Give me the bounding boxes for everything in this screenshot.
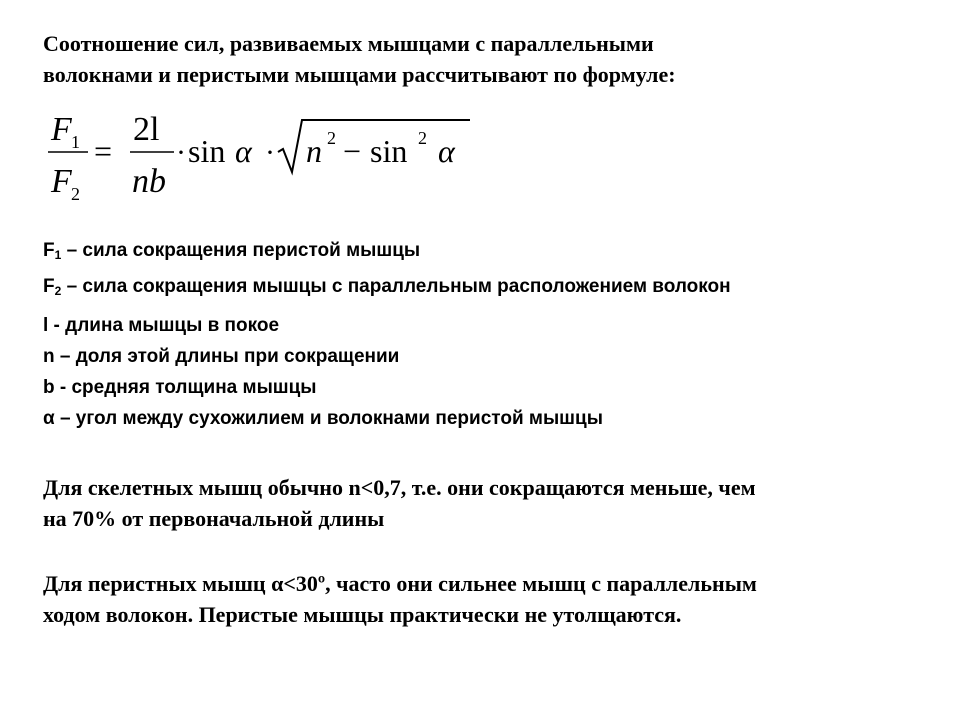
definition-f1 — [43, 240, 420, 262]
definition-text: - средняя толщина мышцы — [54, 377, 317, 398]
definition-symbol: n — [43, 346, 55, 367]
paragraph-skeletal-muscles — [43, 472, 923, 534]
definition-symbol: F — [43, 240, 55, 261]
definition-l — [43, 315, 279, 337]
formula-n-exponent: 2 — [327, 128, 336, 148]
definition-symbol: b — [43, 377, 55, 398]
formula-sin-exponent: 2 — [418, 128, 427, 148]
formula-minus: − — [343, 133, 362, 169]
paragraph-pennate-muscles — [43, 568, 923, 630]
paragraph-1-line-1: Для скелетных мышц обычно n<0,7, т.е. они сокращаются меньше, чем — [43, 475, 756, 500]
definition-symbol: F — [43, 276, 55, 297]
formula-f2-sub: 2 — [71, 184, 80, 204]
paragraph-2-line-1: Для перистных мышц α<30º, часто они сильнее мышц с параллельным — [43, 571, 757, 596]
formula-alpha-1: α — [235, 133, 252, 169]
formula-equals: = — [94, 133, 113, 169]
intro-text — [43, 28, 923, 90]
definition-text: - длина мышцы в покое — [48, 315, 280, 336]
definition-n — [43, 346, 399, 368]
intro-line-2: волокнами и перистыми мышцами рассчитывают по формуле: — [43, 62, 676, 87]
intro-line-1: Соотношение сил, развиваемых мышцами с параллельными — [43, 31, 654, 56]
formula-f2: F — [51, 163, 72, 200]
formula-dot-2: · — [265, 136, 275, 169]
paragraph-2-line-2: ходом волокон. Перистые мышцы практически не утолщаются. — [43, 602, 682, 627]
formula-sin-1: sin — [188, 133, 226, 169]
muscle-force-formula — [40, 100, 480, 210]
formula-2l: 2l — [133, 111, 160, 148]
definition-symbol: α — [43, 408, 55, 429]
definition-text: – доля этой длины при сокращении — [54, 346, 400, 367]
definition-text: – сила сокращения перистой мышцы — [61, 240, 421, 261]
formula-dot-1: · — [176, 136, 186, 169]
formula-f1-sub: 1 — [71, 132, 80, 152]
definition-symbol: l — [43, 315, 49, 336]
definition-f2 — [43, 276, 731, 298]
paragraph-1-line-2: на 70% от первоначальной длины — [43, 506, 385, 531]
formula-f1: F — [51, 111, 72, 148]
definition-b — [43, 377, 317, 399]
definition-subscript: 2 — [54, 284, 62, 298]
definition-subscript: 1 — [54, 248, 62, 262]
formula-nb: nb — [132, 163, 166, 200]
definition-text: – угол между сухожилием и волокнами перистой мышцы — [54, 408, 603, 429]
definition-alpha — [43, 408, 603, 430]
formula-n: n — [306, 133, 322, 169]
definition-text: – сила сокращения мышцы с параллельным расположением волокон — [61, 276, 731, 297]
formula-alpha-2: α — [438, 133, 455, 169]
formula-sin-2: sin — [370, 133, 408, 169]
